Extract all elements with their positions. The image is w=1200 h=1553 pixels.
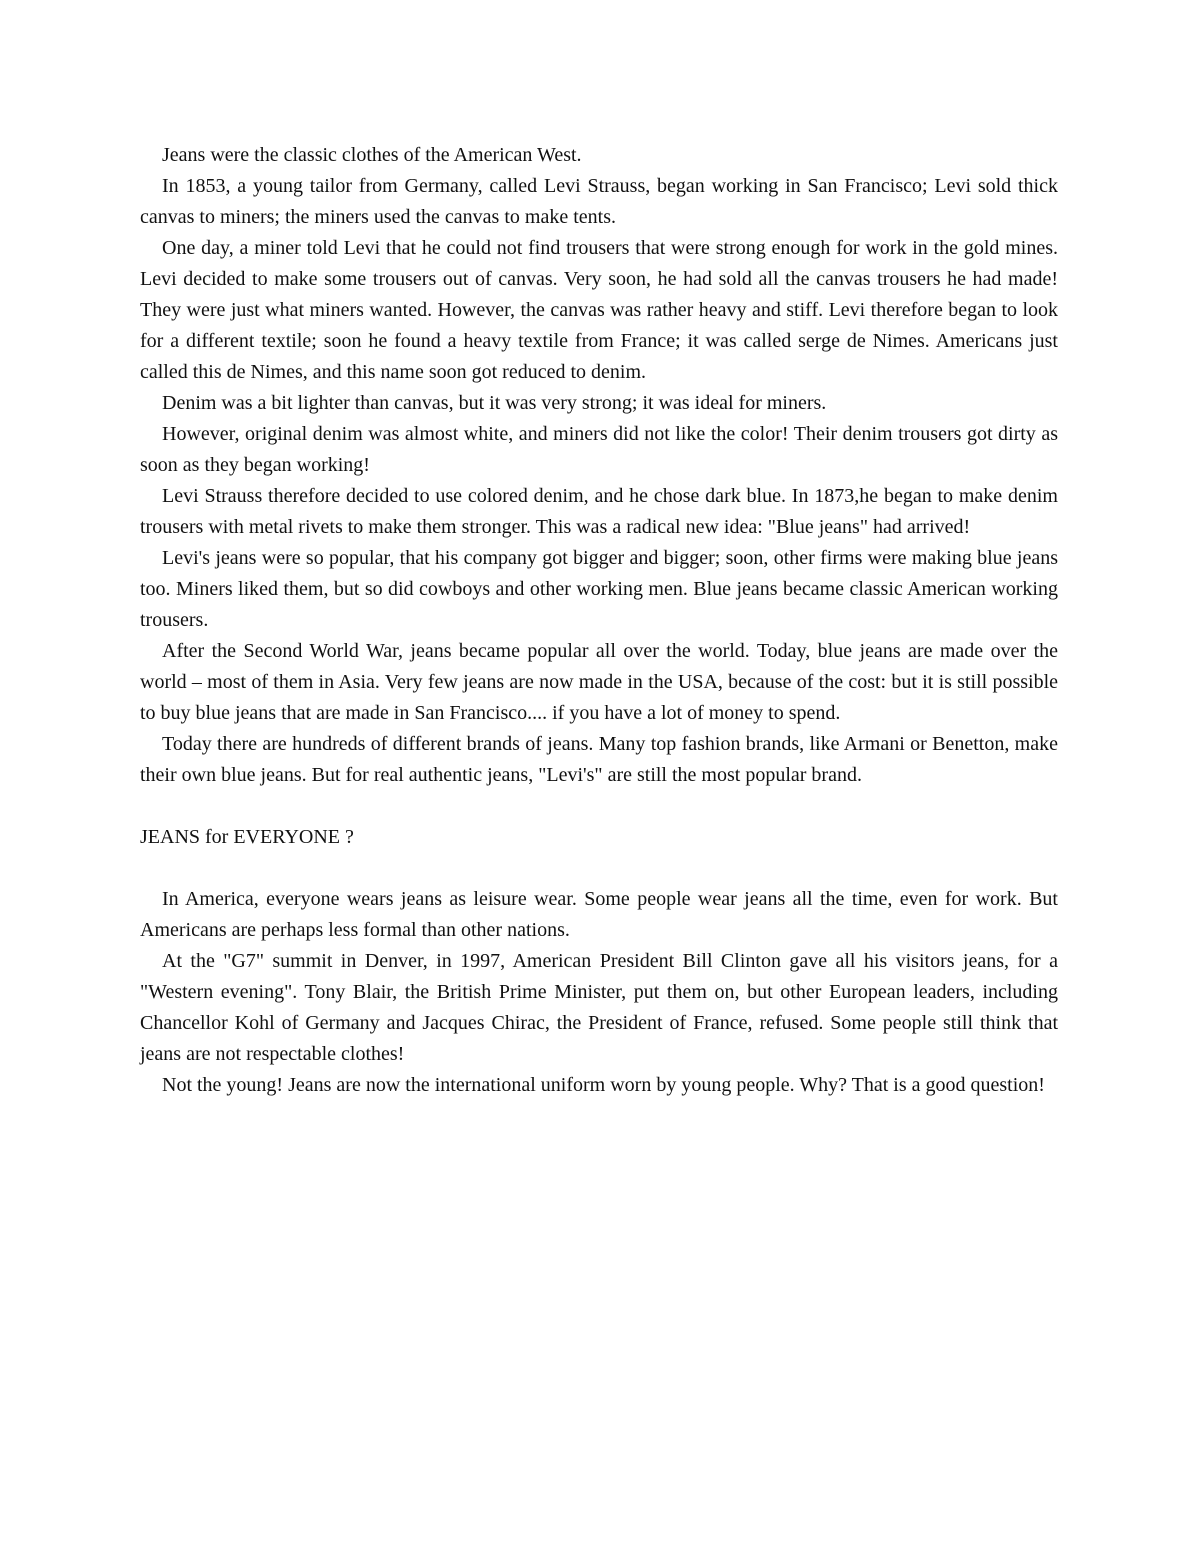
paragraph-popularity: Levi's jeans were so popular, that his company got bigger and bigger; soon, other firms were making blue jeans too. Miners liked them, but so did cowboys and other working men. Blue jeans became classic American working trousers. [140,547,1058,631]
paragraph-canvas-trousers: One day, a miner told Levi that he could not find trousers that were strong enough for work in the gold mines. Levi decided to make some trousers out of canvas. Very soon, he had sold all the canvas trousers he had made! They were just what miners wanted. However, the canvas was rather heavy and stiff. Levi therefore began to look for a different textile; soon he found a heavy textile from France; it was called serge de Nimes. Americans just called this de Nimes, and this name soon got reduced to denim. [140,237,1058,383]
paragraph-world-war: After the Second World War, jeans became popular all over the world. Today, blue jeans are made over the world – most of them in Asia. Very few jeans are now made in the USA, because of the cost: but it is still possible to buy blue jeans that are made in San Francisco.... if you have a lot of money to spend. [140,640,1058,724]
paragraph-america-leisure: In America, everyone wears jeans as leisure wear. Some people wear jeans all the time, even for work. But Americans are perhaps less formal than other nations. [140,888,1058,941]
paragraph-g7-summit: At the "G7" summit in Denver, in 1997, American President Bill Clinton gave all his visitors jeans, for a "Western evening". Tony Blair, the British Prime Minister, put them on, but other European leaders, including Chancellor Kohl of Germany and Jacques Chirac, the President of France, refused. Some people still think that jeans are not respectable clothes! [140,950,1058,1065]
paragraph-denim-white: However, original denim was almost white, and miners did not like the color! Their denim trousers got dirty as soon as they began working! [140,423,1058,476]
paragraph-intro: Jeans were the classic clothes of the American West. [162,144,582,166]
paragraph-denim-lighter: Denim was a bit lighter than canvas, but it was very strong; it was ideal for miners. [162,392,827,414]
paragraph-brands: Today there are hundreds of different brands of jeans. Many top fashion brands, like Armani or Benetton, make their own blue jeans. But for real authentic jeans, "Levi's" are still the most popular brand. [140,733,1058,786]
paragraph-colored-denim: Levi Strauss therefore decided to use colored denim, and he chose dark blue. In 1873,he began to make denim trousers with metal rivets to make them stronger. This was a radical new idea: "Blue jeans" had arrived! [140,485,1058,538]
document-page [140,140,1058,1101]
section-heading: JEANS for EVERYONE ? [140,826,354,848]
paragraph-young-people: Not the young! Jeans are now the international uniform worn by young people. Why? That is a good question! [162,1074,1045,1096]
paragraph-levi-strauss: In 1853, a young tailor from Germany, called Levi Strauss, began working in San Francisco; Levi sold thick canvas to miners; the miners used the canvas to make tents. [140,175,1058,228]
